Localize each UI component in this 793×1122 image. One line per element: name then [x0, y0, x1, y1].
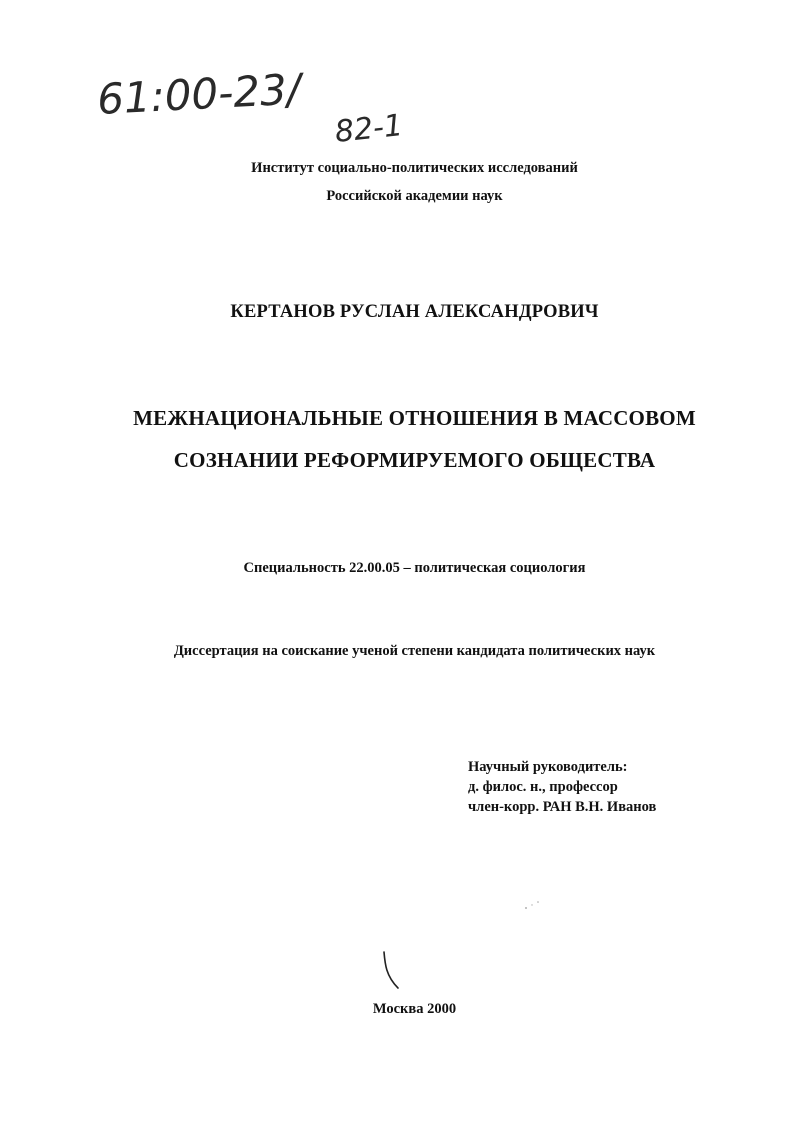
- handwritten-mark-line2: 82-1: [333, 108, 405, 150]
- institution-line-2: Российской академии наук: [326, 188, 503, 204]
- pen-stroke-mark: [380, 950, 404, 992]
- institution-line-1: Институт социально-политических исследований: [251, 160, 578, 176]
- handwritten-mark-line1: 61:00-23/: [96, 64, 303, 124]
- supervisor-block: [468, 757, 656, 817]
- supervisor-name: член-корр. РАН В.Н. Иванов: [468, 799, 657, 815]
- supervisor-label: Научный руководитель:: [468, 759, 628, 775]
- scan-speck: [520, 898, 544, 912]
- handwritten-archive-mark: [96, 62, 456, 152]
- specialty: Специальность 22.00.05 – политическая социология: [243, 560, 586, 576]
- dissertation-title-line-2: СОЗНАНИИ РЕФОРМИРУЕМОГО ОБЩЕСТВА: [173, 448, 656, 472]
- supervisor-degree: д. филос. н., профессор: [468, 779, 618, 795]
- author-name: КЕРТАНОВ РУСЛАН АЛЕКСАНДРОВИЧ: [230, 302, 599, 322]
- city-year: Москва 2000: [372, 1001, 457, 1017]
- dissertation-title-line-1: МЕЖНАЦИОНАЛЬНЫЕ ОТНОШЕНИЯ В МАССОВОМ: [133, 406, 696, 430]
- degree-statement: Диссертация на соискание ученой степени кандидата политических наук: [173, 643, 656, 659]
